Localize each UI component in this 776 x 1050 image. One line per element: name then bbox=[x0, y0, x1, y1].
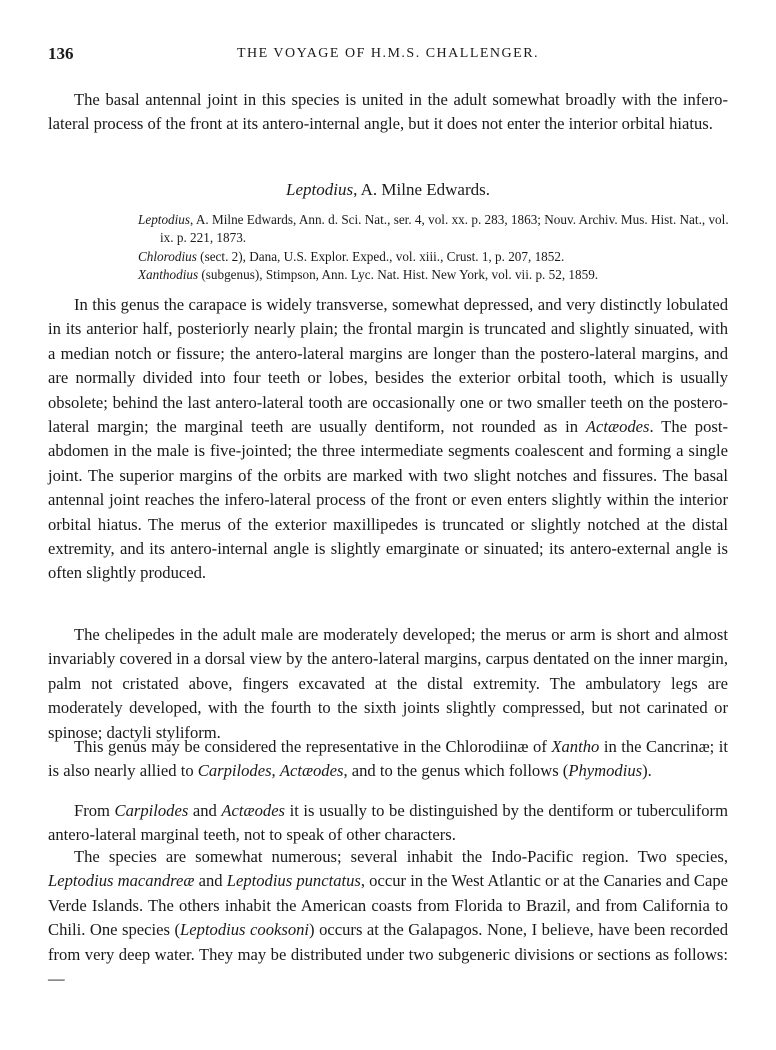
text-run: ). bbox=[642, 761, 652, 781]
text-run: in the Cancrinæ; it is also nearly allied to bbox=[48, 737, 729, 781]
text-run: it is usually to be distinguished by the dentiform or tuberculiform antero-lateral marginal teeth, not to speak of other characters. bbox=[48, 801, 728, 845]
body-paragraph-carapace bbox=[48, 293, 728, 586]
genus-reference: Carpilodes bbox=[114, 801, 189, 820]
text-run: and bbox=[188, 801, 222, 820]
text-run: From bbox=[74, 801, 115, 820]
synonym-reference: (sect. 2), Dana, U.S. Explor. Exped., vol. xiii., Crust. 1, p. 207, 1852. bbox=[196, 248, 565, 264]
text-run: and bbox=[194, 871, 227, 891]
body-paragraph-relations bbox=[48, 735, 728, 784]
text-run: In this genus the carapace is widely transverse, somewhat depressed, and very distinctly lobulated in its anterior half, posteriorly nearly plain; the frontal margin is truncated and slightly sinuated, with a median notch or fissure; the antero-lateral margins are longer than the postero-lateral margins, and are normally divided into four teeth or lobes, besides the exterior orbital tooth, which is usually obsolete; behind the last antero-lateral tooth are occasionally one or two smaller teeth on the postero-lateral margin; the marginal teeth are usually dentiform, not rounded as in bbox=[48, 295, 728, 437]
genus-authority: , A. Milne Edwards. bbox=[353, 180, 490, 199]
genus-reference: Actæodes bbox=[221, 801, 286, 820]
text-run: ) occurs at the Galapagos. None, I believe, have been recorded from very deep water. They may be distributed under two subgeneric divisions or sections as follows:— bbox=[48, 920, 728, 989]
text-run: , bbox=[271, 761, 280, 781]
species-reference: Leptodius cooksoni bbox=[180, 920, 310, 940]
species-reference: Leptodius punctatus bbox=[226, 871, 361, 891]
text-run: The species are somewhat numerous; several inhabit the Indo-Pacific region. Two species, bbox=[74, 847, 728, 866]
synonymy-entry bbox=[138, 266, 730, 284]
genus-reference: Actæodes bbox=[279, 761, 344, 781]
genus-reference: Actæodes bbox=[585, 417, 650, 437]
text-run: . The post-abdomen in the male is five-jointed; the three intermediate segments coalescent and forming a single joint. The superior margins of the orbits are marked with two slight notches and fissures. The basal antennal joint reaches the infero-lateral process of the front or even enters slightly within the interior orbital hiatus. The merus of the exterior maxillipedes is truncated or slightly notched at the distal extremity, and its antero-internal angle is slightly emarginate or sinuated; its antero-external angle is often slightly produced. bbox=[48, 417, 728, 583]
genus-name: Leptodius bbox=[286, 180, 354, 199]
synonym-reference: (subgenus), Stimpson, Ann. Lyc. Nat. Hist. New York, vol. vii. p. 52, 1859. bbox=[198, 267, 599, 283]
body-paragraph-distinction bbox=[48, 799, 728, 848]
synonym-reference: , A. Milne Edwards, Ann. d. Sci. Nat., ser. 4, vol. xx. p. 283, 1863; Nouv. Archiv. Mus. Hist. Nat., vol. ix. p. 221, 1873. bbox=[160, 212, 729, 246]
body-paragraph-distribution bbox=[48, 845, 728, 991]
page-number: 136 bbox=[48, 44, 74, 63]
synonymy-list bbox=[138, 211, 730, 285]
text-run: This genus may be considered the representative in the Chlorodiinæ of bbox=[74, 737, 552, 756]
synonym-name: Xanthodius bbox=[138, 267, 199, 283]
genus-reference: Phymodius bbox=[568, 761, 643, 781]
genus-heading bbox=[48, 180, 728, 200]
synonym-name: Leptodius bbox=[138, 212, 191, 227]
synonym-name: Chlorodius bbox=[138, 248, 197, 264]
genus-reference: Xantho bbox=[551, 737, 600, 756]
species-reference: Leptodius macandreæ bbox=[48, 871, 195, 891]
running-head: THE VOYAGE OF H.M.S. CHALLENGER. bbox=[236, 46, 540, 61]
text-run: , occur in the West Atlantic or at the Canaries and Cape Verde Islands. The others inhabit the American coasts from Florida to Brazil, and from California to Chili. One species ( bbox=[48, 871, 728, 940]
genus-reference: Carpilodes bbox=[197, 761, 272, 781]
body-paragraph-chelipedes: The chelipedes in the adult male are moderately developed; the merus or arm is short and almost invariably covered in a dorsal view by the antero-lateral margins, carpus dentated on the inner margin, palm not cristated above, fingers excavated at the distal extremity. The ambulatory legs are moderately developed, with the fourth to the sixth joints slightly compressed, but not carinated or spinose; dactyli styliform. bbox=[48, 625, 728, 742]
text-run: , and to the genus which follows ( bbox=[343, 761, 569, 781]
intro-paragraph: The basal antennal joint in this species is united in the adult somewhat broadly with the infero-lateral process of the front at its antero-internal angle, but it does not enter the interior orbital hiatus. bbox=[48, 90, 728, 134]
synonymy-entry bbox=[138, 248, 730, 266]
page-header bbox=[48, 44, 728, 68]
synonymy-entry bbox=[138, 211, 730, 248]
